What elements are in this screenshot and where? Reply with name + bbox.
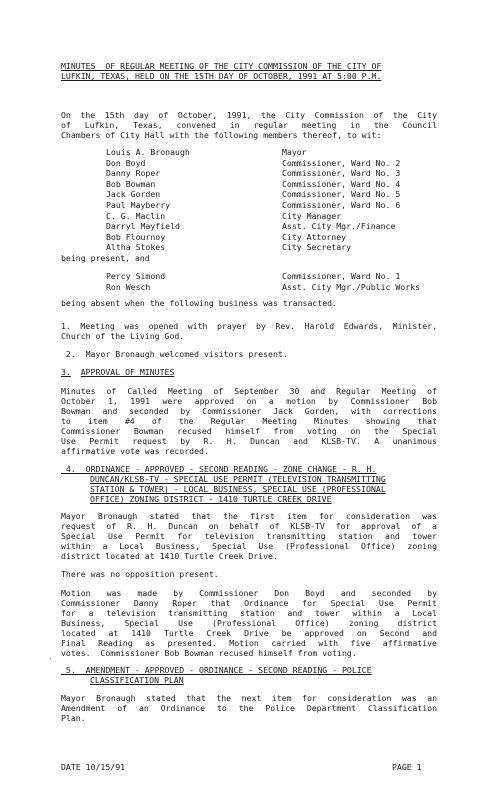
member-name: Ron Wesch [106,281,151,292]
roster-row [106,242,400,253]
item-4-motion-line: Final Reading as presented. Motion carried with five affirmative [61,638,437,648]
item-4-motion-line: located at 1410 Turtle Creek Drive be approved on Second and [61,628,437,638]
item-4-para-line: Mayor Bronaugh stated that the first item for consideration was [61,511,437,521]
member-name: Paul Mayberry [106,199,171,210]
member-title: Commissioner, Ward No. 1 [282,271,401,281]
being-absent-text: being absent when the following business was transacted. [61,298,338,308]
roster-row [106,179,400,190]
roster-row [106,232,400,243]
item-4-heading-line-2: DUNCAN/KLSB-TV - SPECIAL USE PERMIT (TELEVISION TRANSMITTING [90,474,386,484]
member-name: Danny Roper [106,168,161,179]
roster-row [106,200,400,211]
member-name: Bob Bowman [106,178,156,189]
member-title: Commissioner, Ward No. 6 [282,199,401,210]
item-3-body-line: Bowman and seconded by Commissioner Jack Gorden, with corrections [61,406,437,416]
member-name: Bob Flournoy [106,231,166,242]
item-3-heading [61,367,174,378]
item-4-motion-line: Business, Special Use (Professional Office) zoning district [61,618,437,628]
present-roster [106,147,400,264]
member-title: Asst. City Mgr./Public Works [282,281,421,292]
opening-line-1: On the 15th day of October, 1991, the City Commission of the City [61,110,437,120]
member-title: Commissioner, Ward No. 3 [282,168,401,179]
member-title: Asst. City Mgr./Finance [282,221,396,232]
being-present-text: being present, and [61,253,150,263]
heading-line-2: LUFKIN, TEXAS, HELD ON THE 15TH DAY OF OCTOBER, 1991 AT 5:00 P.M. [61,71,382,81]
opening-line-3: Chambers of City Hall with the following members thereof, to wit: [61,130,382,140]
roster-row [106,282,420,293]
opening-line-2: of Lufkin, Texas, convened in regular meeting in the Council [61,120,437,130]
item-3-body-line: October 1, 1991 were approved on a motion by Commissioner Bob [61,396,437,406]
item-1-line-1: 1. Meeting was opened with prayer by Rev. Harold Edwards, Minister, [61,321,437,331]
member-title: Commissioner, Ward No. 2 [282,157,401,168]
member-name: Louis A. Bronaugh [106,147,190,157]
item-4-motion-line: Motion was made by Commissioner Don Boyd and seconded by [61,588,437,598]
member-name: Altha Stokes [106,242,166,253]
member-name: Darryl Mayfield [106,221,180,232]
item-4-heading-line-4: OFFICE) ZONING DISTRICT - 1410 TURTLE CREEK DRIVE [90,494,332,504]
member-title: Commissioner, Ward No. 4 [282,178,401,189]
item-3-body-line: Use Permit request by R. H. Duncan and KLSB-TV. A unanimous [61,436,437,446]
member-name: Don Boyd [106,157,146,168]
item-3-title: APPROVAL OF MINUTES [80,367,175,377]
item-4-para-line: district located at 1410 Turtle Creek Drive. [61,551,278,561]
member-title: City Secretary [282,242,352,253]
heading-line-1: MINUTES OF REGULAR MEETING OF THE CITY COMMISSION OF THE CITY OF [61,61,382,71]
roster-row [106,271,420,282]
member-title: City Attorney [282,231,347,242]
roster-row [106,189,400,200]
roster-row [106,147,400,158]
item-3-body-line: affirmative vote was recorded. [61,446,209,456]
item-5-para-line: Mayor Bronaugh stated that the next item for consideration was an [61,693,437,703]
item-4-heading-line-3: STATION & TOWER) - LOCAL BUSINESS, SPECIAL USE (PROFESSIONAL [90,484,386,494]
item-4-para-line: request of R. H. Duncan on behalf of KLSB-TV for approval of a [61,521,437,531]
roster-row [106,221,400,232]
item-4-motion-line: for a television transmitting station and tower within a Local [61,608,437,618]
roster-row [106,158,400,169]
item-5-heading-line-2: CLASSIFICATION PLAN [90,675,184,685]
item-5-heading-line-1: 5. AMENDMENT - APPROVED - ORDINANCE - SECOND READING - POLICE [61,665,372,675]
item-4-para-line: Special Use Permit for television transmitting station and tower [61,531,437,541]
member-name: C. G. Maclin [106,210,166,221]
member-title: Commissioner, Ward No. 5 [282,189,401,200]
item-3-body-line: Minutes of Called Meeting of September 30 and Regular Meeting of [61,386,437,396]
roster-row [106,168,400,179]
footer-page: PAGE 1 [392,762,422,772]
member-name: Percy Simond [106,271,166,281]
member-title: City Manager [282,210,342,221]
item-3-body-line: Commissioner Bowman recused himself from voting on the Special [61,426,437,436]
item-4-heading-line-1: 4. ORDINANCE - APPROVED - SECOND READING - ZONE CHANGE - R. H. [61,464,377,474]
item-3-number: 3. [61,367,71,377]
item-2-line: 2. Mayor Bronaugh welcomed visitors present. [61,349,288,359]
footer-date: DATE 10/15/91 [61,762,126,772]
item-4-para-line: within a Local Business, Special Use (Professional Office) zoning [61,541,437,551]
roster-row [106,211,400,222]
item-5-para-line: Amendment of an Ordinance to the Police Department Classification [61,703,437,713]
absent-roster [106,271,420,292]
roster-row [106,253,400,264]
item-4-motion-line: Commissioner Danny Roper that Ordinance for Special Use Permit [61,598,437,608]
margin-mark: ` [48,658,54,668]
item-1-line-2: Church of the Living God. [61,331,185,341]
item-5-para-line: Plan. [61,713,86,723]
item-4-opposition: There was no opposition present. [61,569,219,579]
item-4-motion-line: votes. Commissioner Bob Bowman recused himself from voting. [61,648,357,658]
member-title: Mayor [282,147,307,157]
member-name: Jack Gorden [106,189,161,200]
item-3-body-line: to item #4 of the Regular Meeting Minutes showing that [61,416,437,426]
